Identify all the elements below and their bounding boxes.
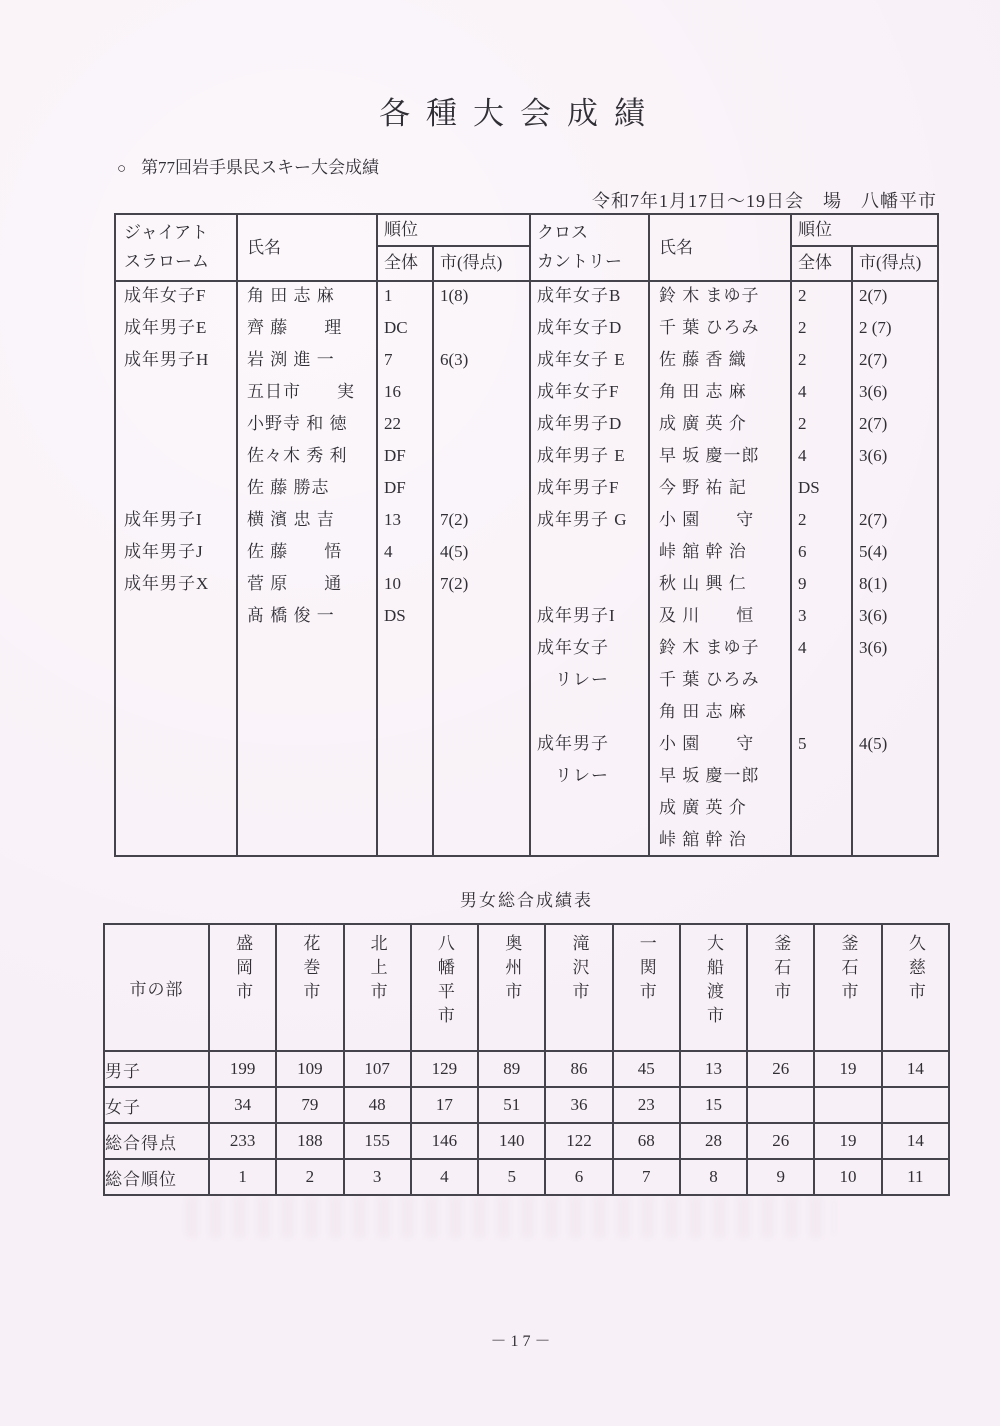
summary-value-cell: 15 <box>680 1087 747 1123</box>
city-section-corner-label: 市の部 <box>104 924 209 1051</box>
class-category-cell: 成年女子B <box>537 286 622 305</box>
summary-value-cell: 14 <box>882 1123 949 1159</box>
summary-value-cell <box>882 1087 949 1123</box>
athlete-name-cell: 早 坂 慶一郎 <box>659 766 760 785</box>
class-category-cell: 成年男子X <box>124 574 210 593</box>
summary-table <box>103 923 950 1196</box>
city-points-cell: 4(5) <box>440 542 469 561</box>
summary-value-cell: 107 <box>344 1051 411 1087</box>
class-category-cell: 成年男子D <box>537 414 623 433</box>
athlete-name-cell: 千 葉 ひろみ <box>659 670 760 689</box>
overall-rank-cell: 1 <box>384 286 393 305</box>
athlete-name-cell: 千 葉 ひろみ <box>659 318 760 337</box>
athlete-name-cell: 齊 藤 理 <box>247 318 343 337</box>
overall-rank-cell: 3 <box>798 606 807 625</box>
date-venue-text: 令和7年1月17日～19日会 場 八幡平市 <box>592 191 937 211</box>
summary-value-cell: 89 <box>478 1051 545 1087</box>
city-header-cell <box>747 924 814 1051</box>
athlete-name-cell: 佐 藤 悟 <box>247 542 343 561</box>
event-heading-line <box>117 153 379 178</box>
summary-value-cell: 19 <box>814 1123 881 1159</box>
athlete-name-cell: 早 坂 慶一郎 <box>659 446 760 465</box>
overall-rank-cell: DF <box>384 478 406 497</box>
overall-rank-cell: 5 <box>798 734 807 753</box>
city-points-cell: 3(6) <box>859 638 888 657</box>
athlete-name-cell: 鈴 木 まゆ子 <box>659 638 760 657</box>
city-name-vertical: 奥州市 <box>502 934 522 1006</box>
overall-rank-cell: 22 <box>384 414 401 433</box>
page-number: －17－ <box>490 1333 555 1350</box>
summary-value-cell: 51 <box>478 1087 545 1123</box>
city-name-vertical: 大船渡市 <box>703 934 723 1030</box>
summary-value-cell: 14 <box>882 1051 949 1087</box>
event-heading: 第77回岩手県民スキー大会成績 <box>141 158 380 177</box>
athlete-name-cell: 峠 舘 幹 治 <box>659 830 747 849</box>
summary-value-cell: 26 <box>747 1123 814 1159</box>
athlete-name-cell: 角 田 志 麻 <box>659 702 747 721</box>
athlete-name-cell: 小野寺 和 徳 <box>247 414 348 433</box>
athlete-name-cell: 成 廣 英 介 <box>659 798 747 817</box>
athlete-name-cell: 五日市 実 <box>247 382 355 401</box>
city-points-subheader: 市(得点) <box>859 253 922 272</box>
athlete-name-cell: 岩 渕 進 一 <box>247 350 335 369</box>
city-points-cell: 3(6) <box>859 446 888 465</box>
overall-rank-cell: 16 <box>384 382 401 401</box>
overall-rank-cell: 10 <box>384 574 401 593</box>
overall-rank-cell: 13 <box>384 510 401 529</box>
city-name-vertical: 滝沢市 <box>569 934 589 1006</box>
overall-subheader: 全体 <box>798 253 832 272</box>
city-name-vertical: 釜石市 <box>771 934 791 1006</box>
rank-column-header: 順位 <box>384 220 418 239</box>
city-header-cell <box>814 924 881 1051</box>
class-category-cell: 成年男子J <box>124 542 204 561</box>
name-column-header: 氏名 <box>659 238 693 257</box>
city-name-vertical: 久慈市 <box>905 934 925 1006</box>
overall-rank-cell: 4 <box>798 446 807 465</box>
summary-value-cell <box>747 1087 814 1123</box>
overall-rank-cell: 2 <box>798 414 807 433</box>
rank-column-header: 順位 <box>798 220 832 239</box>
summary-value-cell: 9 <box>747 1159 814 1195</box>
city-points-cell: 2(7) <box>859 414 888 433</box>
overall-rank-cell: 2 <box>798 286 807 305</box>
overall-rank-cell: 7 <box>384 350 393 369</box>
summary-row-label: 総合順位 <box>104 1159 209 1195</box>
athlete-name-cell: 佐 藤 香 織 <box>659 350 747 369</box>
overall-rank-cell: 9 <box>798 574 807 593</box>
city-points-cell: 3(6) <box>859 606 888 625</box>
summary-value-cell: 13 <box>680 1051 747 1087</box>
overall-rank-cell: 2 <box>798 350 807 369</box>
athlete-name-cell: 角 田 志 麻 <box>247 286 335 305</box>
summary-value-cell: 1 <box>209 1159 276 1195</box>
city-header-cell <box>613 924 680 1051</box>
summary-value-cell: 6 <box>545 1159 612 1195</box>
summary-value-cell: 23 <box>613 1087 680 1123</box>
city-points-cell: 2(7) <box>859 350 888 369</box>
city-points-cell: 1(8) <box>440 286 469 305</box>
name-column-header: 氏名 <box>247 238 281 257</box>
summary-value-cell: 188 <box>276 1123 343 1159</box>
summary-row-label: 総合得点 <box>104 1123 209 1159</box>
city-name-vertical: 一関市 <box>636 934 656 1006</box>
results-table <box>114 213 939 857</box>
city-name-vertical: 北上市 <box>367 934 387 1006</box>
city-points-cell: 2(7) <box>859 510 888 529</box>
summary-table-title: 男女総合成績表 <box>460 891 593 910</box>
city-points-cell: 5(4) <box>859 542 888 561</box>
athlete-name-cell: 及 川 恒 <box>659 606 755 625</box>
city-header-cell <box>680 924 747 1051</box>
class-category-cell: 成年女子 E <box>537 350 626 369</box>
overall-rank-cell: DS <box>384 606 406 625</box>
city-header-cell <box>344 924 411 1051</box>
class-category-cell: 成年男子I <box>537 606 616 625</box>
summary-value-cell: 199 <box>209 1051 276 1087</box>
summary-value-cell: 45 <box>613 1051 680 1087</box>
summary-value-cell: 10 <box>814 1159 881 1195</box>
summary-value-cell: 140 <box>478 1123 545 1159</box>
summary-value-cell: 48 <box>344 1087 411 1123</box>
athlete-name-cell: 角 田 志 麻 <box>659 382 747 401</box>
summary-value-cell <box>814 1087 881 1123</box>
athlete-name-cell: 今 野 祐 記 <box>659 478 747 497</box>
athlete-name-cell: 小 園 守 <box>659 510 755 529</box>
city-name-vertical: 盛岡市 <box>233 934 253 1006</box>
summary-value-cell: 28 <box>680 1123 747 1159</box>
overall-rank-cell: DC <box>384 318 408 337</box>
overall-rank-cell: 4 <box>384 542 393 561</box>
discipline-label: ジャイアト <box>124 223 209 242</box>
city-header-cell <box>478 924 545 1051</box>
city-header-cell <box>276 924 343 1051</box>
class-category-cell: 成年女子F <box>124 286 207 305</box>
overall-rank-cell: 4 <box>798 638 807 657</box>
city-points-cell: 8(1) <box>859 574 888 593</box>
city-name-vertical: 花巻市 <box>300 934 320 1006</box>
class-category-cell: 成年男子 E <box>537 446 626 465</box>
city-points-cell: 2 (7) <box>859 318 892 337</box>
city-name-vertical: 八幡平市 <box>434 934 454 1030</box>
summary-row-label: 男子 <box>104 1051 209 1087</box>
overall-rank-cell: 4 <box>798 382 807 401</box>
class-category-cell: 成年男子 <box>537 734 609 753</box>
overall-subheader: 全体 <box>384 253 418 272</box>
summary-value-cell: 8 <box>680 1159 747 1195</box>
city-points-cell: 2(7) <box>859 286 888 305</box>
city-header-cell <box>209 924 276 1051</box>
bleed-through-ghost <box>185 1196 835 1238</box>
athlete-name-cell: 髙 橋 俊 一 <box>247 606 335 625</box>
city-header-cell <box>411 924 478 1051</box>
class-category-cell: 成年男子 G <box>537 510 628 529</box>
overall-rank-cell: DS <box>798 478 820 497</box>
city-name-vertical: 釜石市 <box>838 934 858 1006</box>
athlete-name-cell: 佐々木 秀 利 <box>247 446 348 465</box>
athlete-name-cell: 横 濱 忠 吉 <box>247 510 335 529</box>
circle-bullet-icon: ○ <box>117 161 127 177</box>
athlete-name-cell: 成 廣 英 介 <box>659 414 747 433</box>
summary-value-cell: 7 <box>613 1159 680 1195</box>
page-title: 各種大会成績 <box>379 96 661 131</box>
class-category-cell: リレー <box>537 766 609 785</box>
summary-value-cell: 11 <box>882 1159 949 1195</box>
summary-value-cell: 26 <box>747 1051 814 1087</box>
city-points-cell: 6(3) <box>440 350 469 369</box>
summary-value-cell: 36 <box>545 1087 612 1123</box>
class-category-cell: 成年女子D <box>537 318 623 337</box>
summary-value-cell: 34 <box>209 1087 276 1123</box>
overall-rank-cell: 6 <box>798 542 807 561</box>
overall-rank-cell: 2 <box>798 318 807 337</box>
summary-value-cell: 155 <box>344 1123 411 1159</box>
athlete-name-cell: 鈴 木 まゆ子 <box>659 286 760 305</box>
class-category-cell: 成年女子F <box>537 382 620 401</box>
summary-value-cell: 3 <box>344 1159 411 1195</box>
summary-value-cell: 122 <box>545 1123 612 1159</box>
city-header-cell <box>545 924 612 1051</box>
discipline-label: スラローム <box>124 252 209 271</box>
summary-value-cell: 2 <box>276 1159 343 1195</box>
summary-row-label: 女子 <box>104 1087 209 1123</box>
summary-value-cell: 79 <box>276 1087 343 1123</box>
city-points-cell: 7(2) <box>440 574 469 593</box>
discipline-label: クロス <box>537 223 588 242</box>
city-points-cell: 4(5) <box>859 734 888 753</box>
discipline-label: カントリー <box>537 252 622 271</box>
city-points-cell: 3(6) <box>859 382 888 401</box>
athlete-name-cell: 秋 山 興 仁 <box>659 574 747 593</box>
class-category-cell: リレー <box>537 670 609 689</box>
overall-rank-cell: 2 <box>798 510 807 529</box>
summary-value-cell: 5 <box>478 1159 545 1195</box>
summary-value-cell: 109 <box>276 1051 343 1087</box>
class-category-cell: 成年男子H <box>124 350 210 369</box>
summary-value-cell: 4 <box>411 1159 478 1195</box>
athlete-name-cell: 菅 原 通 <box>247 574 343 593</box>
athlete-name-cell: 峠 舘 幹 治 <box>659 542 747 561</box>
class-category-cell: 成年女子 <box>537 638 609 657</box>
summary-value-cell: 129 <box>411 1051 478 1087</box>
city-header-cell <box>882 924 949 1051</box>
city-points-subheader: 市(得点) <box>440 253 503 272</box>
summary-value-cell: 17 <box>411 1087 478 1123</box>
summary-value-cell: 68 <box>613 1123 680 1159</box>
athlete-name-cell: 佐 藤 勝志 <box>247 478 330 497</box>
summary-value-cell: 146 <box>411 1123 478 1159</box>
class-category-cell: 成年男子F <box>537 478 620 497</box>
city-points-cell: 7(2) <box>440 510 469 529</box>
class-category-cell: 成年男子I <box>124 510 203 529</box>
overall-rank-cell: DF <box>384 446 406 465</box>
summary-value-cell: 86 <box>545 1051 612 1087</box>
summary-value-cell: 233 <box>209 1123 276 1159</box>
athlete-name-cell: 小 園 守 <box>659 734 755 753</box>
summary-value-cell: 19 <box>814 1051 881 1087</box>
class-category-cell: 成年男子E <box>124 318 208 337</box>
